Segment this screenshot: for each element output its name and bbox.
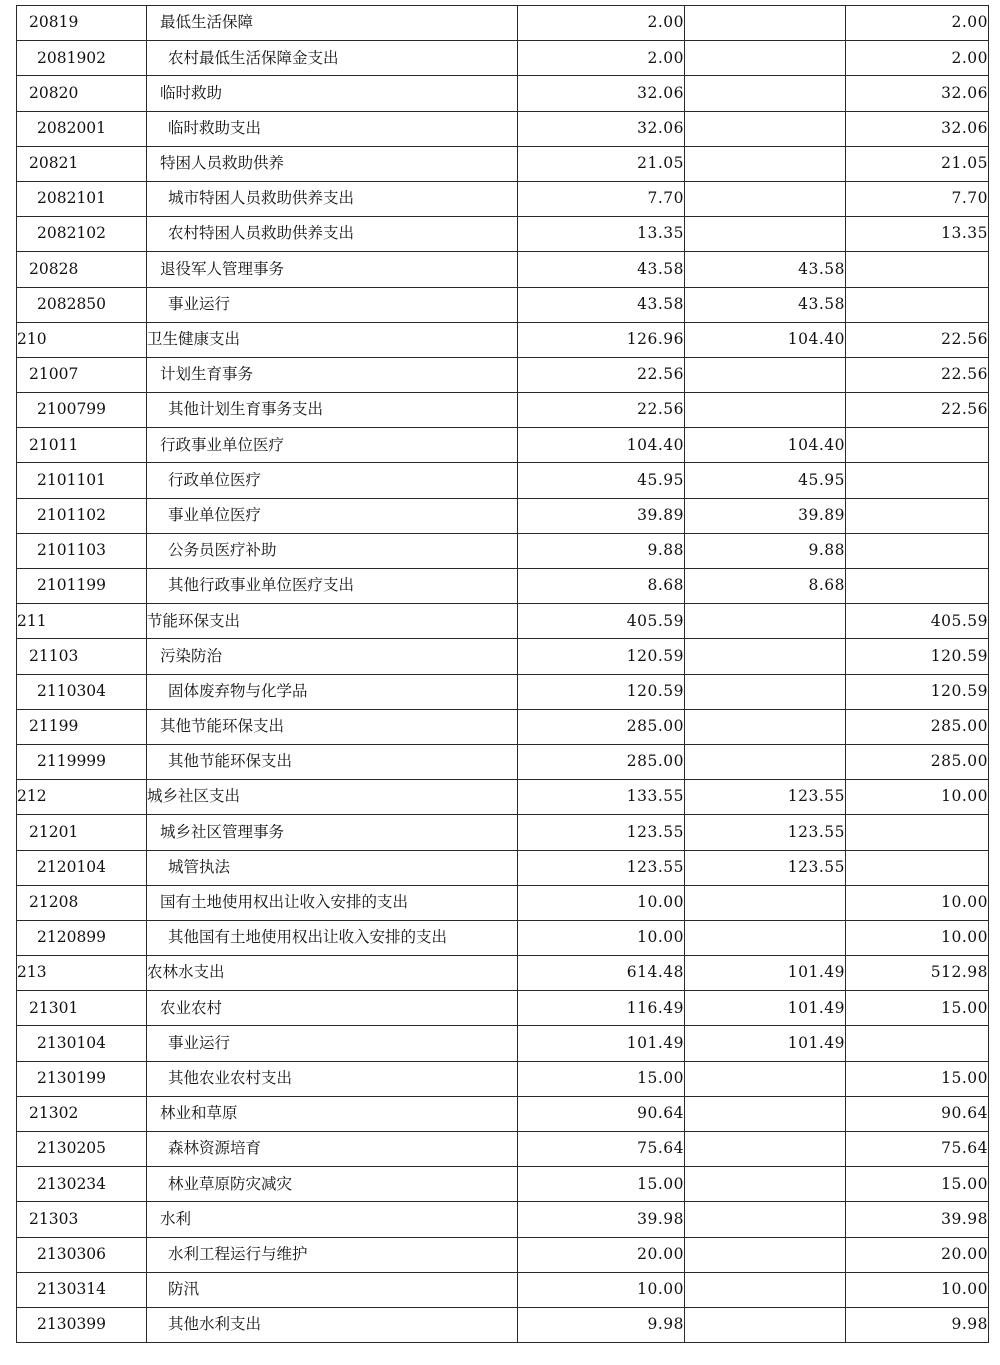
total-amount-cell: 614.48 — [518, 956, 685, 991]
subject-code-cell: 21103 — [17, 639, 147, 674]
subject-name-cell: 行政事业单位医疗 — [147, 428, 518, 463]
subject-name-cell: 其他行政事业单位医疗支出 — [147, 569, 518, 604]
subject-name-cell: 农村最低生活保障金支出 — [147, 41, 518, 76]
subject-code-cell: 21301 — [17, 991, 147, 1026]
project-expenditure-cell — [846, 428, 989, 463]
table-row — [17, 674, 989, 709]
project-expenditure-cell: 15.00 — [846, 991, 989, 1026]
basic-expenditure-cell: 104.40 — [685, 322, 846, 357]
project-expenditure-cell — [846, 463, 989, 498]
total-amount-cell: 10.00 — [518, 920, 685, 955]
table-row — [17, 920, 989, 955]
basic-expenditure-cell — [685, 1272, 846, 1307]
total-amount-cell: 10.00 — [518, 885, 685, 920]
subject-name-cell: 城市特困人员救助供养支出 — [147, 181, 518, 216]
subject-code-cell: 21302 — [17, 1096, 147, 1131]
total-amount-cell: 39.98 — [518, 1202, 685, 1237]
total-amount-cell: 90.64 — [518, 1096, 685, 1131]
basic-expenditure-cell: 101.49 — [685, 1026, 846, 1061]
table-row — [17, 1167, 989, 1202]
project-expenditure-cell: 75.64 — [846, 1132, 989, 1167]
table-row — [17, 1132, 989, 1167]
subject-name-cell: 农林水支出 — [147, 956, 518, 991]
total-amount-cell: 15.00 — [518, 1167, 685, 1202]
subject-name-cell: 城管执法 — [147, 850, 518, 885]
total-amount-cell: 20.00 — [518, 1237, 685, 1272]
table-row — [17, 533, 989, 568]
table-row — [17, 357, 989, 392]
subject-code-cell: 20819 — [17, 6, 147, 41]
subject-name-cell: 国有土地使用权出让收入安排的支出 — [147, 885, 518, 920]
project-expenditure-cell: 512.98 — [846, 956, 989, 991]
total-amount-cell: 32.06 — [518, 111, 685, 146]
total-amount-cell: 39.89 — [518, 498, 685, 533]
total-amount-cell: 45.95 — [518, 463, 685, 498]
project-expenditure-cell: 22.56 — [846, 322, 989, 357]
total-amount-cell: 123.55 — [518, 850, 685, 885]
subject-name-cell: 农村特困人员救助供养支出 — [147, 217, 518, 252]
basic-expenditure-cell — [685, 674, 846, 709]
basic-expenditure-cell: 123.55 — [685, 815, 846, 850]
project-expenditure-cell: 15.00 — [846, 1167, 989, 1202]
basic-expenditure-cell: 101.49 — [685, 991, 846, 1026]
subject-code-cell: 2130234 — [17, 1167, 147, 1202]
table-row — [17, 780, 989, 815]
subject-code-cell: 2101103 — [17, 533, 147, 568]
subject-code-cell: 2110304 — [17, 674, 147, 709]
total-amount-cell: 22.56 — [518, 357, 685, 392]
subject-code-cell: 2130314 — [17, 1272, 147, 1307]
project-expenditure-cell — [846, 815, 989, 850]
basic-expenditure-cell: 39.89 — [685, 498, 846, 533]
subject-code-cell: 213 — [17, 956, 147, 991]
table-row — [17, 463, 989, 498]
table-row — [17, 111, 989, 146]
subject-name-cell: 其他水利支出 — [147, 1307, 518, 1342]
table-row — [17, 1272, 989, 1307]
subject-code-cell: 21201 — [17, 815, 147, 850]
total-amount-cell: 120.59 — [518, 639, 685, 674]
project-expenditure-cell: 7.70 — [846, 181, 989, 216]
table-row — [17, 1307, 989, 1342]
subject-name-cell: 森林资源培育 — [147, 1132, 518, 1167]
total-amount-cell: 32.06 — [518, 76, 685, 111]
table-row — [17, 1202, 989, 1237]
basic-expenditure-cell: 45.95 — [685, 463, 846, 498]
basic-expenditure-cell: 43.58 — [685, 287, 846, 322]
basic-expenditure-cell — [685, 1237, 846, 1272]
basic-expenditure-cell: 123.55 — [685, 850, 846, 885]
table-row — [17, 181, 989, 216]
subject-name-cell: 其他国有土地使用权出让收入安排的支出 — [147, 920, 518, 955]
project-expenditure-cell — [846, 533, 989, 568]
subject-name-cell: 污染防治 — [147, 639, 518, 674]
table-row — [17, 287, 989, 322]
subject-code-cell: 2082850 — [17, 287, 147, 322]
subject-code-cell: 20828 — [17, 252, 147, 287]
basic-expenditure-cell — [685, 709, 846, 744]
subject-name-cell: 其他节能环保支出 — [147, 709, 518, 744]
subject-name-cell: 其他节能环保支出 — [147, 744, 518, 779]
basic-expenditure-cell: 123.55 — [685, 780, 846, 815]
project-expenditure-cell — [846, 252, 989, 287]
subject-name-cell: 林业和草原 — [147, 1096, 518, 1131]
subject-name-cell: 其他农业农村支出 — [147, 1061, 518, 1096]
basic-expenditure-cell — [685, 1061, 846, 1096]
subject-name-cell: 公务员医疗补助 — [147, 533, 518, 568]
subject-code-cell: 2120899 — [17, 920, 147, 955]
project-expenditure-cell: 405.59 — [846, 604, 989, 639]
project-expenditure-cell: 22.56 — [846, 393, 989, 428]
table-body — [17, 6, 989, 1343]
table-row — [17, 322, 989, 357]
project-expenditure-cell — [846, 287, 989, 322]
budget-expenditure-table — [16, 5, 989, 1343]
basic-expenditure-cell — [685, 393, 846, 428]
basic-expenditure-cell: 8.68 — [685, 569, 846, 604]
total-amount-cell: 13.35 — [518, 217, 685, 252]
total-amount-cell: 123.55 — [518, 815, 685, 850]
subject-name-cell: 防汛 — [147, 1272, 518, 1307]
total-amount-cell: 104.40 — [518, 428, 685, 463]
project-expenditure-cell: 120.59 — [846, 674, 989, 709]
subject-name-cell: 节能环保支出 — [147, 604, 518, 639]
basic-expenditure-cell — [685, 217, 846, 252]
table-row — [17, 709, 989, 744]
subject-code-cell: 2120104 — [17, 850, 147, 885]
subject-code-cell: 2101101 — [17, 463, 147, 498]
basic-expenditure-cell: 104.40 — [685, 428, 846, 463]
table-row — [17, 393, 989, 428]
total-amount-cell: 10.00 — [518, 1272, 685, 1307]
subject-code-cell: 21199 — [17, 709, 147, 744]
subject-code-cell: 2082102 — [17, 217, 147, 252]
table-row — [17, 498, 989, 533]
table-row — [17, 885, 989, 920]
basic-expenditure-cell — [685, 76, 846, 111]
subject-name-cell: 水利 — [147, 1202, 518, 1237]
subject-code-cell: 2130205 — [17, 1132, 147, 1167]
total-amount-cell: 75.64 — [518, 1132, 685, 1167]
project-expenditure-cell: 10.00 — [846, 920, 989, 955]
subject-code-cell: 2130104 — [17, 1026, 147, 1061]
subject-code-cell: 21303 — [17, 1202, 147, 1237]
total-amount-cell: 15.00 — [518, 1061, 685, 1096]
project-expenditure-cell: 32.06 — [846, 111, 989, 146]
total-amount-cell: 116.49 — [518, 991, 685, 1026]
subject-code-cell: 2082101 — [17, 181, 147, 216]
total-amount-cell: 21.05 — [518, 146, 685, 181]
total-amount-cell: 120.59 — [518, 674, 685, 709]
total-amount-cell: 126.96 — [518, 322, 685, 357]
project-expenditure-cell — [846, 850, 989, 885]
project-expenditure-cell: 15.00 — [846, 1061, 989, 1096]
table-row — [17, 850, 989, 885]
table-row — [17, 76, 989, 111]
table-row — [17, 604, 989, 639]
basic-expenditure-cell — [685, 744, 846, 779]
table-row — [17, 991, 989, 1026]
total-amount-cell: 133.55 — [518, 780, 685, 815]
budget-table-container — [16, 5, 988, 1343]
project-expenditure-cell — [846, 569, 989, 604]
project-expenditure-cell: 9.98 — [846, 1307, 989, 1342]
table-row — [17, 1096, 989, 1131]
table-row — [17, 1026, 989, 1061]
table-row — [17, 569, 989, 604]
subject-code-cell: 21208 — [17, 885, 147, 920]
project-expenditure-cell: 285.00 — [846, 744, 989, 779]
subject-name-cell: 计划生育事务 — [147, 357, 518, 392]
subject-name-cell: 特困人员救助供养 — [147, 146, 518, 181]
subject-name-cell: 林业草原防灾减灾 — [147, 1167, 518, 1202]
project-expenditure-cell: 2.00 — [846, 41, 989, 76]
table-row — [17, 744, 989, 779]
basic-expenditure-cell — [685, 6, 846, 41]
total-amount-cell: 285.00 — [518, 709, 685, 744]
subject-name-cell: 固体废弃物与化学品 — [147, 674, 518, 709]
project-expenditure-cell: 13.35 — [846, 217, 989, 252]
basic-expenditure-cell: 101.49 — [685, 956, 846, 991]
total-amount-cell: 8.68 — [518, 569, 685, 604]
subject-code-cell: 20820 — [17, 76, 147, 111]
subject-code-cell: 212 — [17, 780, 147, 815]
basic-expenditure-cell — [685, 639, 846, 674]
basic-expenditure-cell — [685, 1167, 846, 1202]
total-amount-cell: 22.56 — [518, 393, 685, 428]
subject-code-cell: 2100799 — [17, 393, 147, 428]
subject-code-cell: 21011 — [17, 428, 147, 463]
subject-code-cell: 2130199 — [17, 1061, 147, 1096]
subject-name-cell: 农业农村 — [147, 991, 518, 1026]
subject-code-cell: 2081902 — [17, 41, 147, 76]
subject-code-cell: 211 — [17, 604, 147, 639]
total-amount-cell: 7.70 — [518, 181, 685, 216]
total-amount-cell: 101.49 — [518, 1026, 685, 1061]
total-amount-cell: 2.00 — [518, 6, 685, 41]
subject-name-cell: 退役军人管理事务 — [147, 252, 518, 287]
project-expenditure-cell: 10.00 — [846, 885, 989, 920]
basic-expenditure-cell — [685, 920, 846, 955]
subject-name-cell: 其他计划生育事务支出 — [147, 393, 518, 428]
subject-code-cell: 21007 — [17, 357, 147, 392]
project-expenditure-cell — [846, 498, 989, 533]
subject-code-cell: 20821 — [17, 146, 147, 181]
subject-name-cell: 城乡社区支出 — [147, 780, 518, 815]
subject-code-cell: 2130399 — [17, 1307, 147, 1342]
subject-name-cell: 行政单位医疗 — [147, 463, 518, 498]
total-amount-cell: 285.00 — [518, 744, 685, 779]
table-row — [17, 252, 989, 287]
subject-code-cell: 2119999 — [17, 744, 147, 779]
subject-code-cell: 210 — [17, 322, 147, 357]
basic-expenditure-cell: 43.58 — [685, 252, 846, 287]
table-row — [17, 639, 989, 674]
subject-name-cell: 事业运行 — [147, 287, 518, 322]
total-amount-cell: 43.58 — [518, 287, 685, 322]
table-row — [17, 217, 989, 252]
project-expenditure-cell: 21.05 — [846, 146, 989, 181]
project-expenditure-cell: 39.98 — [846, 1202, 989, 1237]
subject-name-cell: 临时救助 — [147, 76, 518, 111]
basic-expenditure-cell — [685, 146, 846, 181]
subject-name-cell: 卫生健康支出 — [147, 322, 518, 357]
basic-expenditure-cell — [685, 357, 846, 392]
table-row — [17, 1061, 989, 1096]
subject-name-cell: 事业单位医疗 — [147, 498, 518, 533]
table-row — [17, 41, 989, 76]
project-expenditure-cell — [846, 1026, 989, 1061]
table-row — [17, 146, 989, 181]
basic-expenditure-cell — [685, 41, 846, 76]
total-amount-cell: 9.88 — [518, 533, 685, 568]
project-expenditure-cell: 2.00 — [846, 6, 989, 41]
project-expenditure-cell: 285.00 — [846, 709, 989, 744]
basic-expenditure-cell — [685, 1202, 846, 1237]
project-expenditure-cell: 22.56 — [846, 357, 989, 392]
table-row — [17, 6, 989, 41]
project-expenditure-cell: 90.64 — [846, 1096, 989, 1131]
basic-expenditure-cell — [685, 1096, 846, 1131]
table-row — [17, 815, 989, 850]
project-expenditure-cell: 10.00 — [846, 1272, 989, 1307]
total-amount-cell: 2.00 — [518, 41, 685, 76]
basic-expenditure-cell — [685, 885, 846, 920]
project-expenditure-cell: 10.00 — [846, 780, 989, 815]
table-row — [17, 428, 989, 463]
subject-name-cell: 最低生活保障 — [147, 6, 518, 41]
subject-code-cell: 2101102 — [17, 498, 147, 533]
subject-code-cell: 2101199 — [17, 569, 147, 604]
subject-code-cell: 2082001 — [17, 111, 147, 146]
total-amount-cell: 405.59 — [518, 604, 685, 639]
total-amount-cell: 9.98 — [518, 1307, 685, 1342]
total-amount-cell: 43.58 — [518, 252, 685, 287]
subject-name-cell: 城乡社区管理事务 — [147, 815, 518, 850]
basic-expenditure-cell: 9.88 — [685, 533, 846, 568]
basic-expenditure-cell — [685, 604, 846, 639]
subject-name-cell: 事业运行 — [147, 1026, 518, 1061]
subject-name-cell: 水利工程运行与维护 — [147, 1237, 518, 1272]
subject-code-cell: 2130306 — [17, 1237, 147, 1272]
basic-expenditure-cell — [685, 1307, 846, 1342]
basic-expenditure-cell — [685, 181, 846, 216]
project-expenditure-cell: 20.00 — [846, 1237, 989, 1272]
project-expenditure-cell: 32.06 — [846, 76, 989, 111]
table-row — [17, 1237, 989, 1272]
basic-expenditure-cell — [685, 1132, 846, 1167]
subject-name-cell: 临时救助支出 — [147, 111, 518, 146]
basic-expenditure-cell — [685, 111, 846, 146]
project-expenditure-cell: 120.59 — [846, 639, 989, 674]
table-row — [17, 956, 989, 991]
